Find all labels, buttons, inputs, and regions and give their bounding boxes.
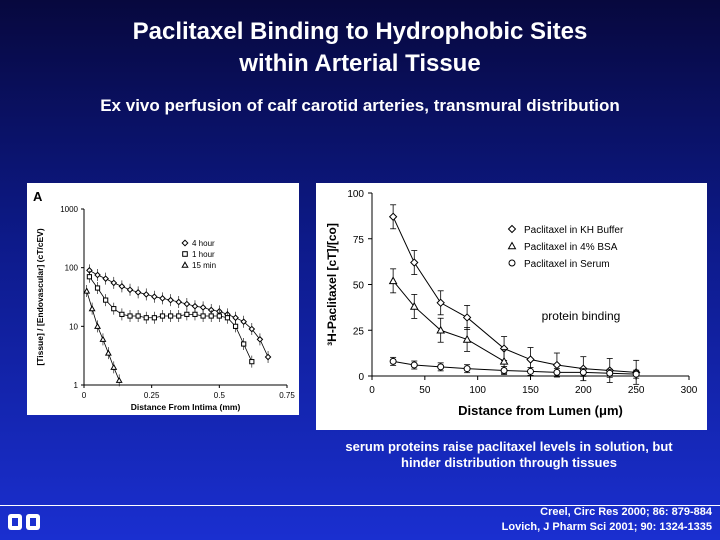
data-point-b [501, 368, 507, 374]
slide-subtitle: Ex vivo perfusion of calf carotid arteries, transmural distribution [100, 96, 620, 115]
legend-label-a: 4 hour [192, 239, 215, 248]
data-point-a [119, 284, 124, 289]
chart-caption [316, 439, 702, 471]
data-point-a [117, 378, 122, 383]
data-point-b [554, 369, 560, 375]
legend-label-a: 1 hour [192, 250, 215, 259]
x-tick-label-a: 0 [81, 391, 87, 400]
x-tick-label-b: 200 [574, 385, 592, 396]
legend-label-b: Paclitaxel in KH Buffer [524, 225, 624, 236]
data-point-a [242, 342, 246, 346]
data-point-a [265, 354, 270, 359]
y-tick-label-a: 1 [73, 381, 78, 390]
x-tick-label-a: 0.75 [279, 391, 295, 400]
data-point-a [127, 287, 132, 292]
data-point-a [233, 324, 237, 328]
legend-marker-b [509, 243, 516, 249]
data-point-a [100, 337, 105, 342]
legend-marker-a [183, 252, 188, 257]
y-tick-label-a: 1000 [60, 205, 78, 214]
data-point-b [501, 358, 508, 364]
data-point-a [177, 314, 181, 318]
y-tick-label-b: 50 [352, 280, 364, 292]
slide-title [0, 16, 720, 80]
reference-2: Lovich, J Pharm Sci 2001; 90: 1324-1335 [501, 521, 712, 533]
y-tick-label-b: 75 [352, 234, 364, 246]
x-tick-label-b: 300 [680, 385, 698, 396]
series-line-b-1 [393, 281, 504, 362]
data-point-a [184, 301, 189, 306]
panel-label-a: A [33, 189, 43, 204]
x-tick-label-b: 50 [419, 385, 431, 396]
data-point-a [95, 272, 100, 277]
data-point-a [144, 292, 149, 297]
data-point-a [111, 365, 116, 370]
data-point-a [193, 312, 197, 316]
data-point-a [201, 314, 205, 318]
university-logo-icon [6, 510, 42, 534]
x-tick-label-b: 100 [469, 385, 487, 396]
data-point-b [390, 277, 397, 283]
data-point-a [176, 299, 181, 304]
data-point-a [112, 307, 116, 311]
slide-title-line2: within Arterial Tissue [239, 50, 481, 77]
data-point-b [411, 259, 418, 266]
legend-marker-a [182, 240, 188, 246]
chart-panel-a [27, 183, 299, 415]
x-axis-label-b: Distance from Lumen (μm) [458, 403, 623, 418]
legend-marker-b [509, 226, 516, 233]
series-line-b-0 [393, 217, 636, 373]
chart-panel-b [316, 183, 707, 430]
data-point-b [411, 362, 417, 368]
caption-line1: serum proteins raise paclitaxel levels in solution, but [345, 439, 673, 454]
data-point-b [607, 370, 613, 376]
data-point-a [95, 286, 99, 290]
data-point-a [103, 276, 108, 281]
data-point-a [144, 316, 148, 320]
data-point-a [152, 294, 157, 299]
data-point-b [553, 362, 560, 369]
y-tick-label-b: 0 [358, 372, 364, 383]
series-line-b-2 [393, 361, 636, 374]
data-point-b [633, 371, 639, 377]
y-tick-label-b: 25 [352, 326, 364, 338]
legend-label-b: Paclitaxel in 4% BSA [524, 242, 618, 253]
x-tick-label-a: 0.5 [213, 391, 225, 400]
data-point-a [104, 298, 108, 302]
data-point-a [192, 304, 197, 309]
data-point-b [464, 366, 470, 372]
y-axis-label-b: ³H-Paclitaxel [cT]/[co] [325, 223, 339, 346]
data-point-a [168, 298, 173, 303]
data-point-a [136, 314, 140, 318]
references [502, 505, 712, 535]
data-point-b [528, 368, 534, 374]
y-axis-label-a: [Tissue] / [Endovascular] (cT/cEV) [35, 228, 45, 366]
data-point-a [233, 315, 238, 320]
slide-title-line1: Paclitaxel Binding to Hydrophobic Sites [132, 18, 588, 45]
data-point-b [390, 358, 396, 364]
data-point-b [580, 369, 586, 375]
data-point-a [111, 280, 116, 285]
legend-label-b: Paclitaxel in Serum [524, 259, 610, 270]
x-tick-label-a: 0.25 [143, 391, 160, 400]
data-point-a [169, 314, 173, 318]
data-point-a [217, 314, 221, 318]
data-point-b [527, 356, 534, 363]
x-tick-label-b: 0 [369, 385, 375, 396]
data-point-b [437, 299, 444, 306]
data-point-a [84, 288, 89, 293]
data-point-a [128, 314, 132, 318]
y-tick-label-b: 100 [347, 189, 364, 200]
data-point-a [209, 314, 213, 318]
data-point-a [225, 316, 229, 320]
data-point-a [136, 290, 141, 295]
chart-a-svg [27, 183, 299, 415]
legend-label-a: 15 min [192, 261, 217, 270]
reference-1: Creel, Circ Res 2000; 86: 879-884 [540, 506, 712, 518]
x-tick-label-b: 250 [627, 385, 645, 396]
data-point-a [200, 305, 205, 310]
x-tick-label-b: 150 [522, 385, 539, 396]
x-axis-label-a: Distance From Intima (mm) [130, 402, 241, 412]
data-point-b [438, 364, 444, 370]
data-point-a [250, 360, 254, 364]
data-point-a [120, 312, 124, 316]
chart-b-svg [316, 183, 707, 430]
data-point-a [160, 314, 164, 318]
data-point-a [87, 275, 91, 279]
legend-marker-a [182, 262, 188, 267]
legend-marker-b [509, 260, 515, 266]
data-point-b [390, 213, 397, 220]
data-point-a [160, 296, 165, 301]
data-point-a [90, 306, 95, 311]
y-tick-label-a: 100 [64, 263, 78, 273]
data-point-a [152, 316, 156, 320]
data-point-a [185, 312, 189, 316]
caption-line2: hinder distribution through tissues [401, 455, 617, 470]
annotation-protein-binding: protein binding [541, 309, 621, 323]
y-tick-label-a: 10 [69, 322, 78, 332]
data-point-a [95, 324, 100, 329]
data-point-a [106, 350, 111, 355]
